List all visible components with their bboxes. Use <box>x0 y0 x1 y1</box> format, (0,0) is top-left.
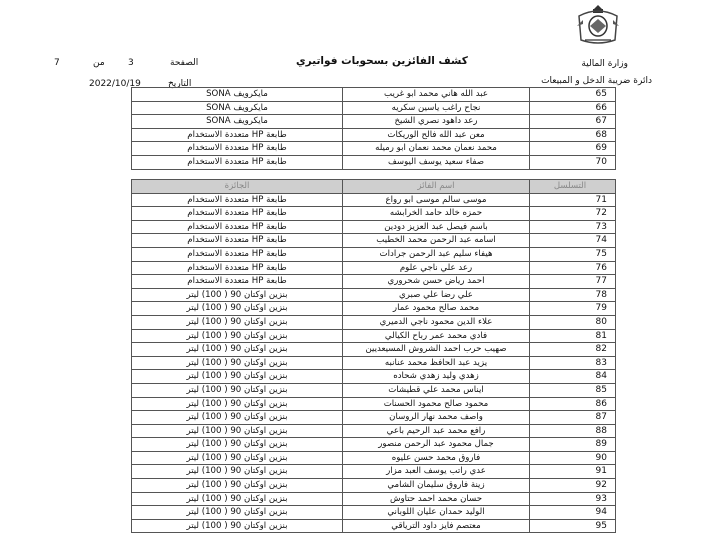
table-row <box>132 397 616 411</box>
row-serial: 91 <box>530 465 616 479</box>
row-serial: 84 <box>530 370 616 384</box>
row-prize: بنزين اوكتان 90 ( 100) ليتر <box>132 424 343 438</box>
table-row <box>132 424 616 438</box>
row-winner-name: حمزه خالد حامد الخرابشه <box>343 207 530 221</box>
row-serial: 88 <box>530 424 616 438</box>
row-winner-name: اسامه عبد الرحمن محمد الخطيب <box>343 234 530 248</box>
row-serial: 65 <box>530 88 616 102</box>
department-name: دائرة ضريبة الدخل و المبيعات <box>541 76 652 86</box>
table-row <box>132 411 616 425</box>
row-prize: مايكرويف SONA <box>132 101 343 115</box>
row-prize: بنزين اوكتان 90 ( 100) ليتر <box>132 288 343 302</box>
table-header-row <box>132 180 616 194</box>
row-prize: بنزين اوكتان 90 ( 100) ليتر <box>132 370 343 384</box>
row-serial: 95 <box>530 519 616 533</box>
row-serial: 73 <box>530 220 616 234</box>
table-row <box>132 356 616 370</box>
row-serial: 94 <box>530 506 616 520</box>
table-row <box>132 383 616 397</box>
row-serial: 78 <box>530 288 616 302</box>
row-prize: طابعة HP متعددة الاستخدام <box>132 247 343 261</box>
row-winner-name: عبد الله هاني محمد ابو غريب <box>343 88 530 102</box>
table-row <box>132 479 616 493</box>
table-row <box>132 101 616 115</box>
table-row <box>132 315 616 329</box>
row-prize: بنزين اوكتان 90 ( 100) ليتر <box>132 451 343 465</box>
row-prize: بنزين اوكتان 90 ( 100) ليتر <box>132 438 343 452</box>
row-prize: بنزين اوكتان 90 ( 100) ليتر <box>132 479 343 493</box>
row-winner-name: واصف محمد نهار الروسان <box>343 411 530 425</box>
row-prize: طابعة HP متعددة الاستخدام <box>132 155 343 169</box>
row-serial: 85 <box>530 383 616 397</box>
table-row <box>132 220 616 234</box>
row-prize: بنزين اوكتان 90 ( 100) ليتر <box>132 492 343 506</box>
row-winner-name: هيفاء سليم عبد الرحمن جرادات <box>343 247 530 261</box>
row-serial: 74 <box>530 234 616 248</box>
row-serial: 92 <box>530 479 616 493</box>
table-row <box>132 519 616 533</box>
report-title: كشف الفائزين بسحوبات فواتيري <box>296 55 468 67</box>
row-winner-name: محمد نعمان محمد نعمان ابو رميله <box>343 142 530 156</box>
table-row <box>132 234 616 248</box>
row-serial: 80 <box>530 315 616 329</box>
row-prize: طابعة HP متعددة الاستخدام <box>132 128 343 142</box>
table-row <box>132 88 616 102</box>
of-label: من <box>93 58 105 68</box>
page-number: 3 <box>128 58 134 68</box>
row-serial: 69 <box>530 142 616 156</box>
row-serial: 87 <box>530 411 616 425</box>
row-prize: بنزين اوكتان 90 ( 100) ليتر <box>132 383 343 397</box>
row-serial: 89 <box>530 438 616 452</box>
row-prize: بنزين اوكتان 90 ( 100) ليتر <box>132 356 343 370</box>
row-serial: 71 <box>530 193 616 207</box>
row-winner-name: احمد رياض حسن شحروري <box>343 275 530 289</box>
row-serial: 66 <box>530 101 616 115</box>
row-winner-name: معتصم فايز داود الترياقي <box>343 519 530 533</box>
row-prize: طابعة HP متعددة الاستخدام <box>132 207 343 221</box>
coat-of-arms-icon <box>573 2 623 46</box>
table-row <box>132 506 616 520</box>
row-winner-name: باسم فيصل عبد العزيز دودين <box>343 220 530 234</box>
row-prize: طابعة HP متعددة الاستخدام <box>132 193 343 207</box>
row-serial: 72 <box>530 207 616 221</box>
row-serial: 67 <box>530 115 616 129</box>
row-winner-name: معن عبد الله فالح الوريكات <box>343 128 530 142</box>
row-winner-name: نجاح راغب ياسين سكريه <box>343 101 530 115</box>
row-prize: طابعة HP متعددة الاستخدام <box>132 220 343 234</box>
table-row <box>132 261 616 275</box>
table-row <box>132 115 616 129</box>
ministry-name: وزارة المالية <box>581 59 628 69</box>
table-row <box>132 128 616 142</box>
table-row <box>132 193 616 207</box>
row-prize: بنزين اوكتان 90 ( 100) ليتر <box>132 465 343 479</box>
row-prize: طابعة HP متعددة الاستخدام <box>132 275 343 289</box>
table-row <box>132 247 616 261</box>
row-winner-name: رافع محمد عبد الرحيم باعي <box>343 424 530 438</box>
table-row <box>132 207 616 221</box>
row-winner-name: رعد علي ناجي علوم <box>343 261 530 275</box>
row-serial: 79 <box>530 302 616 316</box>
table-row <box>132 142 616 156</box>
row-winner-name: ايناس محمد علي قطيشات <box>343 383 530 397</box>
row-prize: بنزين اوكتان 90 ( 100) ليتر <box>132 329 343 343</box>
row-winner-name: رعد داهود نصري الشيخ <box>343 115 530 129</box>
header-winner-name: اسم الفائز <box>343 180 530 194</box>
table-row <box>132 492 616 506</box>
header-prize: الجائزة <box>132 180 343 194</box>
table-row <box>132 288 616 302</box>
row-prize: طابعة HP متعددة الاستخدام <box>132 142 343 156</box>
winners-table-continued <box>131 87 616 170</box>
row-serial: 68 <box>530 128 616 142</box>
total-pages: 7 <box>54 58 60 68</box>
row-winner-name: فاروق محمد حسن عليوه <box>343 451 530 465</box>
row-prize: بنزين اوكتان 90 ( 100) ليتر <box>132 411 343 425</box>
row-winner-name: علاء الدين محمود ناجي الدميري <box>343 315 530 329</box>
row-prize: بنزين اوكتان 90 ( 100) ليتر <box>132 519 343 533</box>
row-winner-name: زهدي وليد زهدي شحاده <box>343 370 530 384</box>
row-winner-name: صفاء سعيد يوسف اليوسف <box>343 155 530 169</box>
table-row <box>132 438 616 452</box>
row-winner-name: فادي محمد عمر رباح الكيالي <box>343 329 530 343</box>
row-winner-name: عدي راتب يوسف العبد مزار <box>343 465 530 479</box>
row-serial: 77 <box>530 275 616 289</box>
row-prize: بنزين اوكتان 90 ( 100) ليتر <box>132 343 343 357</box>
row-winner-name: زينة فاروق سليمان الشامي <box>343 479 530 493</box>
row-serial: 75 <box>530 247 616 261</box>
row-winner-name: حسان محمد احمد حتاوش <box>343 492 530 506</box>
row-serial: 76 <box>530 261 616 275</box>
row-prize: طابعة HP متعددة الاستخدام <box>132 261 343 275</box>
row-serial: 82 <box>530 343 616 357</box>
row-winner-name: صهيب حرب احمد الشروش المسيعديين <box>343 343 530 357</box>
table-row <box>132 370 616 384</box>
row-prize: بنزين اوكتان 90 ( 100) ليتر <box>132 315 343 329</box>
table-row <box>132 275 616 289</box>
row-prize: مايكرويف SONA <box>132 115 343 129</box>
header-serial: التسلسل <box>530 180 616 194</box>
date-label: التاريخ <box>168 79 192 89</box>
row-serial: 70 <box>530 155 616 169</box>
row-serial: 93 <box>530 492 616 506</box>
page-label: الصفحة <box>170 58 199 68</box>
table-row <box>132 155 616 169</box>
table-row <box>132 451 616 465</box>
row-prize: بنزين اوكتان 90 ( 100) ليتر <box>132 397 343 411</box>
row-prize: طابعة HP متعددة الاستخدام <box>132 234 343 248</box>
row-serial: 90 <box>530 451 616 465</box>
row-serial: 81 <box>530 329 616 343</box>
row-prize: بنزين اوكتان 90 ( 100) ليتر <box>132 506 343 520</box>
table-row <box>132 329 616 343</box>
row-serial: 86 <box>530 397 616 411</box>
table-row <box>132 465 616 479</box>
row-serial: 83 <box>530 356 616 370</box>
table-row <box>132 343 616 357</box>
winners-table <box>131 179 616 533</box>
date-value: 2022/10/19 <box>89 79 141 89</box>
row-prize: مايكرويف SONA <box>132 88 343 102</box>
row-winner-name: محمد صالح محمود عمار <box>343 302 530 316</box>
row-winner-name: جمال محمود عبد الرحمن منصور <box>343 438 530 452</box>
row-winner-name: الوليد حمدان عليان اللوباني <box>343 506 530 520</box>
row-winner-name: موسى سالم موسى ابو رواع <box>343 193 530 207</box>
row-winner-name: علي رضا علي صبري <box>343 288 530 302</box>
row-winner-name: يزيد عبد الحافظ محمد عنانبه <box>343 356 530 370</box>
row-winner-name: محمود صالح محمود الحسنات <box>343 397 530 411</box>
table-row <box>132 302 616 316</box>
row-prize: بنزين اوكتان 90 ( 100) ليتر <box>132 302 343 316</box>
